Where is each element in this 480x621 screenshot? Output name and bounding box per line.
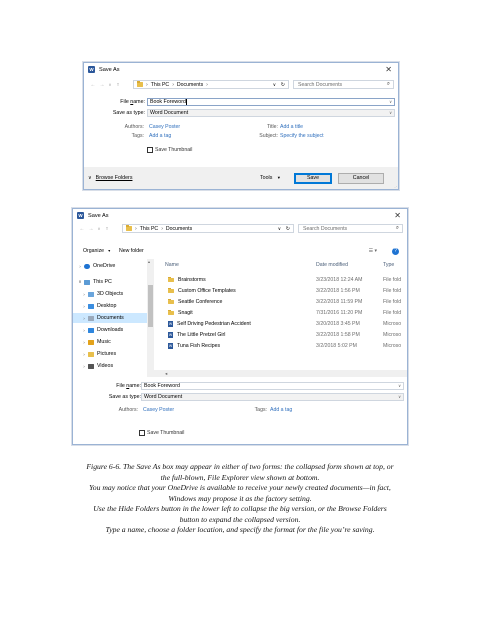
browse-folders-button[interactable]: ∨ Browse Folders bbox=[88, 175, 133, 181]
search-placeholder: Search Documents bbox=[303, 225, 348, 232]
file-name-label: File name: bbox=[116, 383, 141, 389]
caption-line: Windows may propose it as the factory setting. bbox=[168, 493, 312, 503]
nav-item-onedrive[interactable]: › OneDrive bbox=[73, 261, 147, 271]
nav-item-videos[interactable]: › Videos bbox=[73, 361, 147, 371]
caret-down-icon: ▼ bbox=[276, 175, 281, 180]
tags-value[interactable]: Add a tag bbox=[149, 133, 172, 139]
cancel-button[interactable]: Cancel bbox=[338, 173, 384, 184]
file-name-label: File name: bbox=[120, 99, 145, 105]
column-header-date[interactable]: Date modified bbox=[316, 262, 349, 268]
help-icon[interactable]: ? bbox=[392, 248, 399, 255]
nav-scroll-thumb[interactable] bbox=[148, 285, 153, 327]
up-arrow-icon[interactable]: ↑ bbox=[116, 81, 120, 88]
file-row[interactable]: Snagit 7/31/2016 11:20 PM File fold bbox=[165, 308, 408, 318]
nav-item-desktop[interactable]: › Desktop bbox=[73, 301, 147, 311]
computer-icon bbox=[84, 280, 90, 285]
breadcrumb-documents[interactable]: Documents bbox=[165, 225, 193, 232]
subject-label: Subject: bbox=[259, 133, 278, 139]
column-header-name[interactable]: Name bbox=[165, 262, 179, 268]
folder-icon bbox=[168, 300, 174, 305]
chevron-right-icon[interactable]: › bbox=[83, 363, 85, 369]
search-icon[interactable]: ⌕ bbox=[395, 225, 399, 231]
nav-item-music[interactable]: › Music bbox=[73, 337, 147, 347]
word-icon: W bbox=[78, 213, 83, 218]
music-icon bbox=[88, 340, 94, 345]
command-bar bbox=[73, 245, 407, 257]
chevron-right-icon[interactable]: › bbox=[83, 327, 85, 333]
expanded-save-as-dialog bbox=[72, 208, 408, 445]
column-header-type[interactable]: Type bbox=[383, 262, 395, 268]
documents-icon bbox=[88, 316, 94, 321]
search-icon[interactable]: ⌕ bbox=[386, 81, 390, 87]
cube-icon bbox=[88, 292, 94, 297]
authors-label: Authors: bbox=[124, 124, 144, 130]
dialog-title: Save As bbox=[99, 66, 120, 73]
chevron-right-icon[interactable]: › bbox=[79, 263, 81, 269]
word-icon: W bbox=[89, 67, 94, 72]
recent-chevron-icon[interactable]: ∨ bbox=[97, 226, 101, 231]
caption-line: Figure 6-6. The Save As box may appear in either of two forms: the collapsed form shown at top, or bbox=[86, 462, 394, 471]
word-document-icon: W bbox=[168, 333, 173, 337]
tags-label: Tags: bbox=[254, 407, 267, 413]
chevron-down-icon[interactable]: ∨ bbox=[78, 279, 82, 284]
address-bar bbox=[73, 222, 407, 235]
file-row[interactable]: Seattle Conference 3/22/2018 11:59 PM File fold bbox=[165, 297, 408, 307]
chevron-down-icon[interactable]: ∨ bbox=[398, 383, 401, 388]
organize-menu[interactable]: Organize ▼ bbox=[83, 248, 111, 254]
folder-icon bbox=[168, 278, 174, 283]
breadcrumb-documents[interactable]: Documents bbox=[176, 81, 204, 88]
save-type-label: Save as type: bbox=[112, 110, 145, 116]
save-thumbnail-checkbox[interactable]: Save Thumbnail bbox=[139, 430, 184, 436]
horizontal-scrollbar[interactable] bbox=[147, 370, 408, 377]
download-icon bbox=[88, 328, 94, 333]
chevron-right-icon[interactable]: › bbox=[83, 339, 85, 345]
save-type-label: Save as type: bbox=[108, 394, 141, 400]
tools-dropdown[interactable]: Tools ▼ bbox=[260, 175, 281, 181]
word-document-icon: W bbox=[168, 322, 173, 326]
save-button[interactable]: Save bbox=[294, 173, 332, 184]
breadcrumb-this-pc[interactable]: This PC bbox=[150, 81, 170, 88]
tags-value[interactable]: Add a tag bbox=[270, 407, 293, 413]
close-icon[interactable]: ✕ bbox=[385, 65, 392, 74]
nav-item-pictures[interactable]: › Pictures bbox=[73, 349, 147, 359]
nav-scrollbar[interactable] bbox=[147, 259, 154, 375]
file-name-field[interactable]: Book Foreword ∨ bbox=[141, 382, 404, 390]
chevron-down-icon: ∨ bbox=[398, 394, 401, 399]
title-bar bbox=[84, 63, 398, 76]
caption-line: button to expand the collapsed version. bbox=[179, 514, 301, 524]
refresh-icon[interactable]: ↻ bbox=[285, 225, 290, 232]
collapsed-save-as-dialog bbox=[83, 62, 399, 190]
cloud-icon bbox=[84, 264, 90, 269]
chevron-right-icon[interactable]: › bbox=[83, 291, 85, 297]
nav-item-downloads[interactable]: › Downloads bbox=[73, 325, 147, 335]
folder-icon bbox=[126, 226, 132, 231]
caption-line: Type a name, choose a folder location, and specify the format for the file you’re saving. bbox=[105, 525, 375, 534]
caption-line: You may notice that your OneDrive is available to receive your newly created documents—in fact, bbox=[89, 483, 391, 492]
scroll-left-icon[interactable]: ◂ bbox=[165, 371, 168, 376]
dialog-footer bbox=[84, 167, 398, 190]
back-arrow-icon[interactable]: ← bbox=[90, 81, 96, 88]
title-bar bbox=[73, 209, 407, 222]
refresh-icon[interactable]: ↻ bbox=[280, 81, 285, 88]
folder-icon bbox=[168, 289, 174, 294]
chevron-down-icon[interactable]: ∨ bbox=[272, 81, 276, 87]
caption-line: Use the Hide Folders button in the lower left to collapse the big version, or the Browse Folders bbox=[93, 504, 387, 513]
forward-arrow-icon[interactable]: → bbox=[99, 81, 105, 88]
chevron-right-icon[interactable]: › bbox=[83, 315, 85, 321]
authors-value[interactable]: Casey Poster bbox=[143, 407, 175, 413]
file-row[interactable]: Brainstorms 3/23/2018 12:24 AM File fold bbox=[165, 275, 408, 285]
nav-item-3d-objects[interactable]: › 3D Objects bbox=[73, 289, 147, 299]
checkbox[interactable] bbox=[147, 147, 153, 153]
scroll-up-icon[interactable]: ▴ bbox=[148, 259, 151, 264]
title-label: Title: bbox=[266, 124, 278, 130]
figure-caption bbox=[20, 462, 460, 536]
videos-icon bbox=[88, 364, 94, 369]
back-arrow-icon[interactable]: ← bbox=[79, 225, 85, 232]
pictures-icon bbox=[88, 352, 94, 357]
chevron-down-icon[interactable]: ∨ bbox=[277, 225, 281, 231]
title-value[interactable]: Add a title bbox=[280, 124, 304, 130]
forward-arrow-icon[interactable]: → bbox=[88, 225, 94, 232]
search-input[interactable] bbox=[298, 224, 403, 233]
tags-label: Tags: bbox=[131, 133, 144, 139]
nav-item-this-pc[interactable]: ∨ This PC bbox=[73, 277, 147, 287]
save-type-select[interactable]: Word Document ∨ bbox=[147, 109, 395, 117]
file-row[interactable]: W The Little Pretzel Girl 3/22/2018 1:58 PM Microso bbox=[168, 332, 402, 338]
up-arrow-icon[interactable]: ↑ bbox=[105, 225, 109, 232]
desktop-icon bbox=[88, 304, 94, 309]
file-list bbox=[165, 262, 408, 374]
nav-item-documents[interactable]: › Documents bbox=[73, 313, 147, 323]
chevron-down-icon: ∨ bbox=[389, 110, 392, 115]
chevron-right-icon[interactable]: › bbox=[83, 303, 85, 309]
file-name-field[interactable]: Book Foreword ∨ bbox=[147, 98, 395, 106]
chevron-down-icon[interactable]: ∨ bbox=[389, 99, 392, 104]
subject-value[interactable]: Specify the subject bbox=[280, 133, 324, 139]
file-row[interactable]: Custom Office Templates 3/22/2018 1:56 PM File fold bbox=[165, 286, 408, 296]
chevron-right-icon[interactable]: › bbox=[83, 351, 85, 357]
file-row[interactable]: W Tuna Fish Recipes 3/2/2018 5:02 PM Microso bbox=[168, 343, 402, 349]
save-thumbnail-checkbox[interactable]: Save Thumbnail bbox=[147, 147, 192, 153]
word-document-icon: W bbox=[168, 344, 173, 348]
caption-line: the full-blown, File Explorer view shown at bottom. bbox=[160, 472, 320, 482]
breadcrumb[interactable]: › This PC › Documents ∨ ↻ bbox=[122, 224, 294, 233]
folder-icon bbox=[168, 311, 174, 316]
authors-label: Authors: bbox=[118, 407, 138, 413]
search-placeholder: Search Documents bbox=[298, 81, 343, 88]
authors-value[interactable]: Casey Poster bbox=[149, 124, 181, 130]
chevron-down-icon: ∨ bbox=[88, 175, 92, 181]
folder-icon bbox=[137, 82, 143, 87]
dialog-title: Save As bbox=[88, 212, 109, 219]
save-type-select[interactable]: Word Document ∨ bbox=[141, 393, 404, 401]
checkbox[interactable] bbox=[139, 430, 145, 436]
search-input[interactable] bbox=[293, 80, 394, 89]
breadcrumb-this-pc[interactable]: This PC bbox=[139, 225, 159, 232]
recent-chevron-icon[interactable]: ∨ bbox=[108, 82, 112, 87]
navigation-pane bbox=[73, 259, 155, 377]
close-icon[interactable]: ✕ bbox=[394, 211, 401, 220]
resize-grip-icon[interactable]: ⋰ bbox=[393, 185, 397, 190]
new-folder-button[interactable]: New folder bbox=[118, 248, 144, 254]
view-options-icon[interactable]: ☰ ▾ bbox=[368, 248, 377, 254]
address-bar bbox=[84, 78, 398, 91]
caret-down-icon: ▼ bbox=[107, 249, 111, 253]
file-row[interactable]: W Self Driving Pedestrian Accident 3/20/2018 3:45 PM Microso bbox=[168, 321, 402, 327]
breadcrumb[interactable]: › This PC › Documents › ∨ ↻ bbox=[133, 80, 289, 89]
